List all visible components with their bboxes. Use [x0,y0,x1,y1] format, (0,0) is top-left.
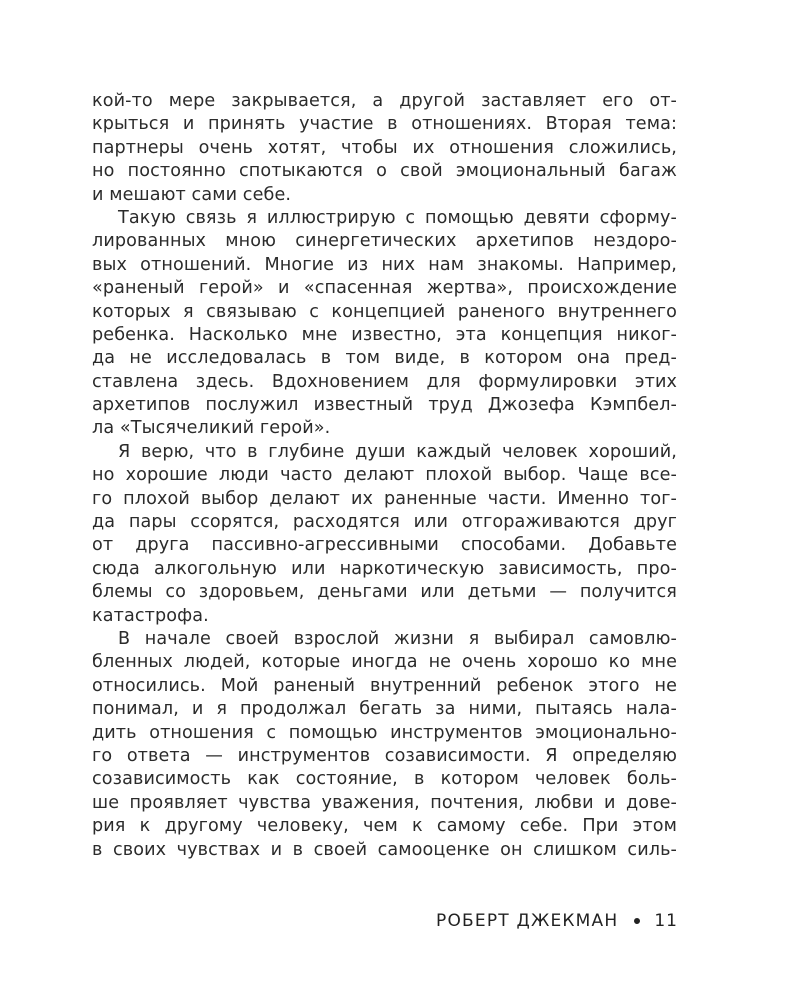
text-line: но хорошие люди часто делают плохой выбор. Чаще все- [92,465,677,486]
footer-bullet-icon [634,918,640,924]
text-line: В начале своей взрослой жизни я выбирал самовлю- [118,628,677,649]
text-line: катастрофа. [92,605,209,626]
text-line: блемы со здоровьем, деньгами или детьми — получится [92,582,677,603]
text-line: партнеры очень хотят, чтобы их отношения сложились, [92,137,677,158]
running-footer [436,908,678,934]
text-line: да не исследовалась в том виде, в котором она пред- [92,348,677,369]
footer-author: РОБЕРТ ДЖЕКМАН [436,911,619,931]
text-line: «раненый герой» и «спасенная жертва», происхождение [92,278,677,299]
text-line: но постоянно спотыкаются о свой эмоциональный багаж [92,161,677,182]
text-line: бленных людей, которые иногда не очень хорошо ко мне [92,652,677,673]
text-line: созависимость как состояние, в котором человек боль- [92,769,677,790]
text-line: крыться и принять участие в отношениях. Вторая тема: [92,114,677,135]
text-line: ребенка. Насколько мне известно, эта концепция никог- [92,324,677,345]
text-line: Такую связь я иллюстрирую с помощью девяти сформу- [118,207,677,228]
text-line: в своих чувствах и в своей самооценке он слишком силь- [92,839,677,860]
text-line: вых отношений. Многие из них нам знакомы. Например, [92,254,677,275]
page-number: 11 [654,911,678,931]
text-line: рия к другому человеку, чем к самому себе. При этом [92,816,677,837]
text-line: ла «Тысячеликий герой». [92,418,331,439]
text-line: дить отношения с помощью инструментов эмоционально- [92,722,677,743]
text-line: архетипов послужил известный труд Джозефа Кэмпбел- [92,395,677,416]
text-line: относились. Мой раненый внутренний ребенок этого не [92,675,677,696]
text-line: понимал, и я продолжал бегать за ними, пытаясь нала- [92,699,677,720]
body-text [92,90,677,862]
text-line: Я верю, что в глубине души каждый человек хороший, [118,441,677,462]
text-line: сюда алкогольную или наркотическую зависимость, про- [92,558,677,579]
text-line: и мешают сами себе. [92,184,292,205]
text-line: кой-то мере закрывается, а другой заставляет его от- [92,91,677,111]
text-line: ставлена здесь. Вдохновением для формулировки этих [92,371,677,392]
text-line: ше проявляет чувства уважения, почтения, любви и дове- [92,792,677,813]
text-line: да пары ссорятся, расходятся или отгораживаются друг [92,512,677,533]
text-line: го ответа — инструментов созависимости. Я определяю [92,745,677,766]
text-line: которых я связываю с концепцией раненого внутреннего [92,301,677,322]
text-line: го плохой выбор делают их раненные части. Именно тог- [92,488,677,509]
text-line: от друга пассивно-агрессивными способами. Добавьте [92,535,677,556]
text-line: лированных мною синергетических архетипов нездоро- [92,231,677,252]
